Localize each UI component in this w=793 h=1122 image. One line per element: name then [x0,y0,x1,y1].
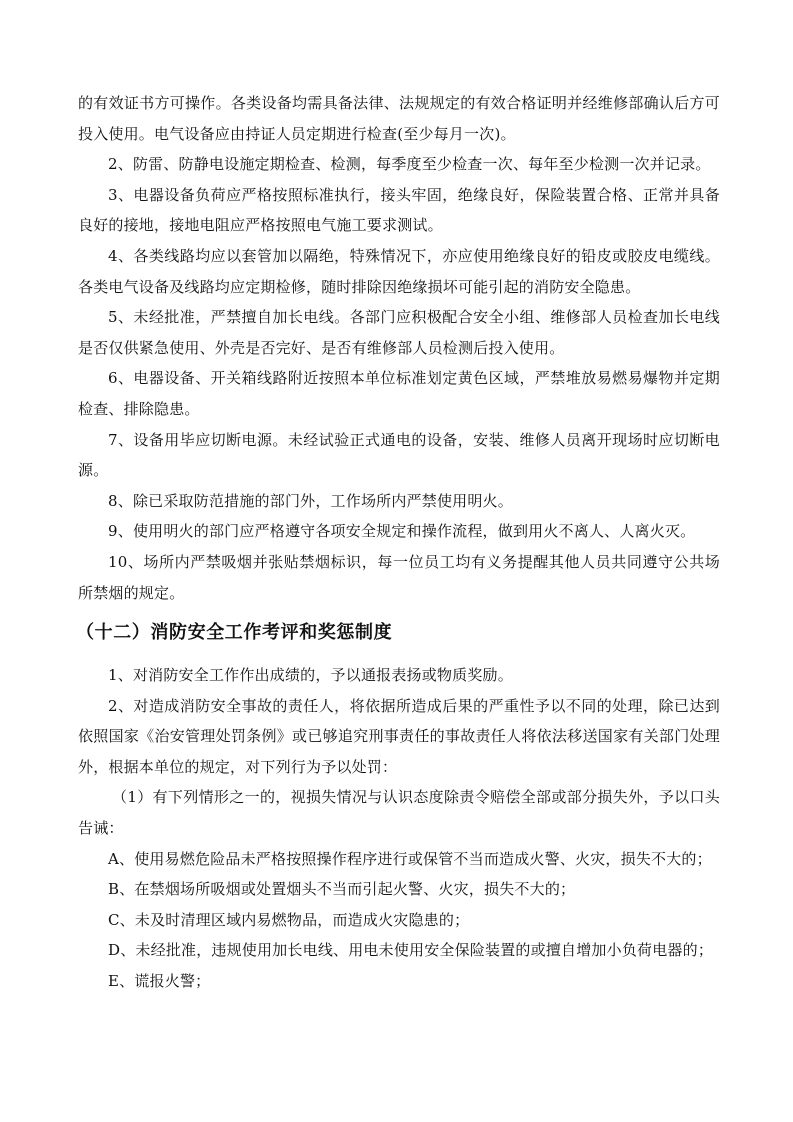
penalty-subitem-1: （1）有下列情形之一的，视损失情况与认识态度除责令赔偿全部或部分损失外，予以口头告诫： [78,788,720,838]
rule-item-2: 2、防雷、防静电设施定期检查、检测，每季度至少检查一次、每年至少检测一次并记录。 [108,155,711,174]
penalty-case-d: D、未经批准，违规使用加长电线、用电未使用安全保险装置的或擅自增加小负荷电器的； [108,941,714,960]
rule-item-8: 8、除已采取防范措施的部门外，工作场所内严禁使用明火。 [108,491,513,510]
section-heading: （十二）消防安全工作考评和奖惩制度 [76,622,393,644]
reward-item-1: 1、对消防安全工作作出成绩的，予以通报表扬或物质奖励。 [108,666,513,685]
penalty-item-2: 2、对造成消防安全事故的责任人，将依据所造成后果的严重性予以不同的处理，除已达到依照国家《治安管理处罚条例》或已够追究刑事责任的事故责任人将依法移送国家有关部门处理外，根据本单位的规定，对下列行为予以处罚： [78,696,720,776]
penalty-case-a: A、使用易燃危险品未严格按照操作程序进行或保管不当而造成火警、火灾，损失不大的； [108,849,712,868]
rule-item-4: 4、各类线路均应以套管加以隔绝，特殊情况下，亦应使用绝缘良好的铅皮或胶皮电缆线。各类电气设备及线路均应定期检修，随时排除因绝缘损坏可能引起的消防安全隐患。 [78,246,720,296]
penalty-case-b: B、在禁烟场所吸烟或处置烟头不当而引起火警、火灾，损失不大的； [108,880,576,899]
rule-item-5: 5、未经批准，严禁擅自加长电线。各部门应积极配合安全小组、维修部人员检查加长电线是否仅供紧急使用、外壳是否完好、是否有维修部人员检测后投入使用。 [78,308,720,357]
rule-item-9: 9、使用明火的部门应严格遵守各项安全规定和操作流程，做到用火不离人、人离火灭。 [108,522,696,541]
rule-item-6: 6、电器设备、开关箱线路附近按照本单位标准划定黄色区域，严禁堆放易燃易爆物并定期检查、排除隐患。 [78,369,720,418]
rule-item-10: 10、场所内严禁吸烟并张贴禁烟标识，每一位员工均有义务提醒其他人员共同遵守公共场所禁烟的规定。 [78,552,720,602]
rule-item-3: 3、电器设备负荷应严格按照标准执行，接头牢固，绝缘良好，保险装置合格、正常并具备良好的接地，接地电阻应严格按照电气施工要求测试。 [78,185,720,235]
rule-item-7: 7、设备用毕应切断电源。未经试验正式通电的设备，安装、维修人员离开现场时应切断电源。 [78,430,720,480]
paragraph-continuation: 的有效证书方可操作。各类设备均需具备法律、法规规定的有效合格证明并经维修部确认后方可投入使用。电气设备应由持证人员定期进行检查(至少每月一次)。 [78,94,720,143]
document-body [78,88,720,997]
penalty-case-e: E、谎报火警； [108,972,211,991]
penalty-case-c: C、未及时清理区域内易燃物品，而造成火灾隐患的； [108,910,470,929]
